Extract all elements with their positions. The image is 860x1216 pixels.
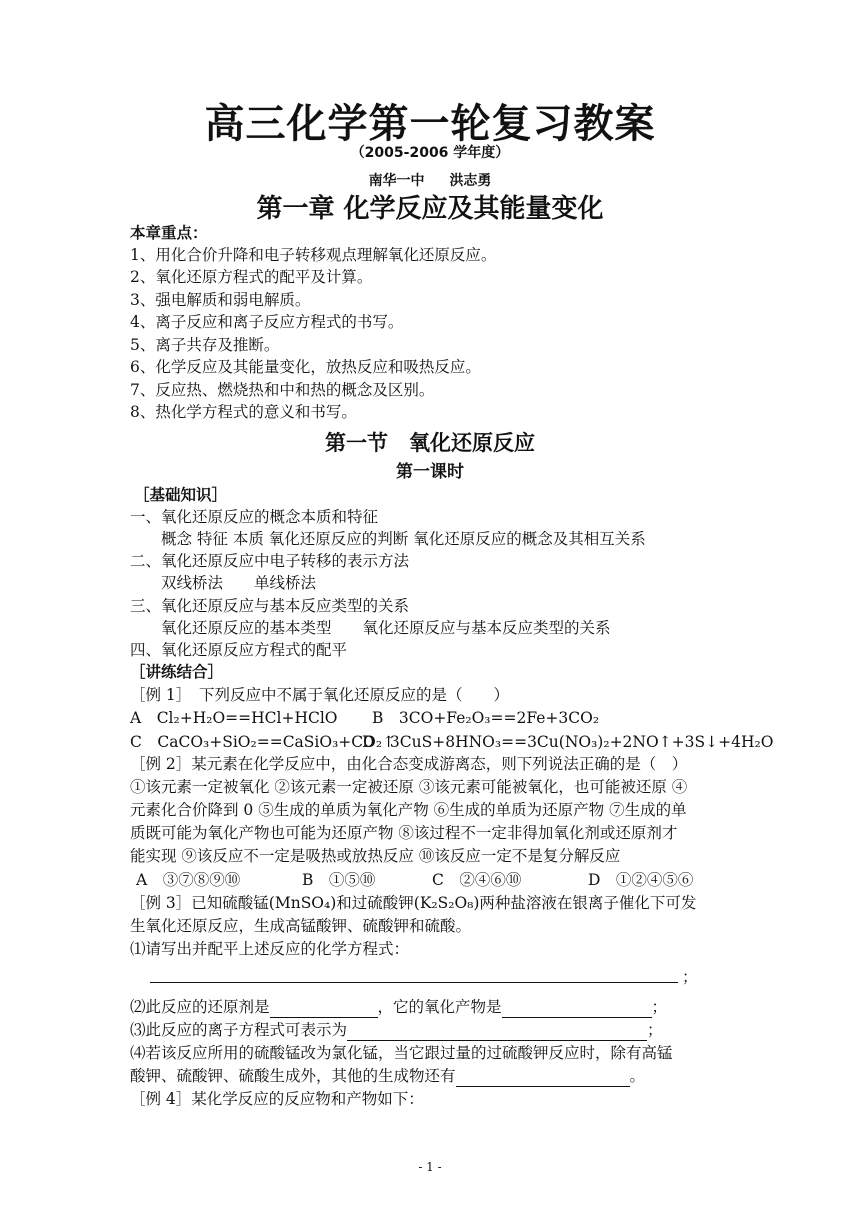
school-year: （2005-2006 学年度） <box>350 145 510 161</box>
example-1-option-d: D 3CuS+8HNO₃==3Cu(NO₃)₂+2NO↑+3S↓+4H₂O <box>362 733 774 751</box>
basics-heading: ［基础知识］ <box>134 486 228 504</box>
semicolon: ； <box>651 998 668 1016</box>
example-3-q1: ⑴请写出并配平上述反应的化学方程式： <box>130 940 410 958</box>
q2-reductant-label: ⑵此反应的还原剂是 <box>130 998 270 1016</box>
example-2-option-b: B ①⑤⑩ <box>302 871 376 889</box>
section-title: 第一节 氧化还原反应 <box>325 431 535 455</box>
document-title: 高三化学第一轮复习教案 <box>204 101 656 147</box>
basics-line: 四、氧化还原反应方程式的配平 <box>130 641 348 659</box>
example-1-question: ［例 1］ 下列反应中不属于氧化还原反应的是（ ） <box>130 686 510 704</box>
q3-label: ⑶此反应的离子方程式可表示为 <box>130 1021 348 1039</box>
example-4-question: ［例 4］某化学反应的反应物和产物如下： <box>130 1090 424 1108</box>
q2-product-label: ，它的氧化产物是 <box>377 998 502 1016</box>
example-3-q4-line1: ⑷若该反应所用的硫酸锰改为氯化锰，当它跟过量的过硫酸钾反应时，除有高锰 <box>130 1044 673 1062</box>
key-point-item: 1、用化合价升降和电子转移观点理解氧化还原反应。 <box>130 246 497 264</box>
key-point-item: 2、氧化还原方程式的配平及计算。 <box>130 268 373 286</box>
example-3-line: 生氧化还原反应，生成高锰酸钾、硫酸钾和硫酸。 <box>130 917 472 935</box>
key-point-item: 3、强电解质和弱电解质。 <box>130 291 311 309</box>
key-point-item: 7、反应热、燃烧热和中和热的概念及区别。 <box>130 381 435 399</box>
semicolon: ； <box>682 968 698 986</box>
lesson-title: 第一课时 <box>396 462 464 482</box>
basics-line: 氧化还原反应的基本类型 氧化还原反应与基本反应类型的关系 <box>130 619 611 637</box>
answer-blank-other-products[interactable] <box>456 1070 630 1087</box>
period: 。 <box>629 1067 646 1085</box>
example-2-option-d: D ①②④⑤⑥ <box>588 871 694 889</box>
example-3-q3 <box>130 1019 663 1041</box>
example-2-line: 能实现 ⑨该反应不一定是吸热或放热反应 ⑩该反应一定不是复分解反应 <box>130 847 621 865</box>
example-2-line: 元素化合价降到 0 ⑤生成的单质为氧化产物 ⑥生成的单质为还原产物 ⑦生成的单 <box>130 801 687 819</box>
q4-label: 酸钾、硫酸钾、硫酸生成外，其他的生成物还有 <box>130 1067 456 1085</box>
answer-blank-q1[interactable] <box>150 982 678 983</box>
example-2-option-c: C ②④⑥⑩ <box>432 871 522 889</box>
example-3-q2 <box>130 996 667 1018</box>
example-2-line: ①该元素一定被氧化 ②该元素一定被还原 ③该元素可能被氧化，也可能被还原 ④ <box>130 778 688 796</box>
practice-heading: ［讲练结合］ <box>130 663 224 681</box>
example-1-option-b: B 3CO+Fe₂O₃==2Fe+3CO₂ <box>372 709 600 727</box>
key-point-item: 4、离子反应和离子反应方程式的书写。 <box>130 313 404 331</box>
example-2-line: ［例 2］某元素在化学反应中，由化合态变成游离态，则下列说法正确的是（ ） <box>130 755 688 773</box>
author-name: 洪志勇 <box>449 173 492 189</box>
example-3-line: ［例 3］已知硫酸锰(MnSO₄)和过硫酸钾(K₂S₂O₈)两种盐溶液在银离子催化下可发 <box>130 894 697 912</box>
basics-line: 二、氧化还原反应中电子转移的表示方法 <box>130 552 410 570</box>
example-2-line: 质既可能为氧化产物也可能为还原产物 ⑧该过程不一定非得加氧化剂或还原剂才 <box>130 824 678 842</box>
example-1-option-c: C CaCO₃+SiO₂==CaSiO₃+CO₂↑ <box>130 733 396 751</box>
example-1-option-a: A Cl₂+H₂O==HCl+HClO <box>130 709 338 727</box>
basics-line: 一、氧化还原反应的概念本质和特征 <box>130 508 379 526</box>
page-number: - 1 - <box>418 1160 442 1174</box>
author-line <box>0 170 860 190</box>
basics-line: 概念 特征 本质 氧化还原反应的判断 氧化还原反应的概念及其相互关系 <box>130 530 646 548</box>
school-name: 南华一中 <box>368 173 425 189</box>
chapter-title: 第一章 化学反应及其能量变化 <box>256 194 604 224</box>
answer-blank-reductant[interactable] <box>270 1001 378 1018</box>
example-2-option-a: A ③⑦⑧⑨⑩ <box>136 871 241 889</box>
answer-blank-oxidation-product[interactable] <box>502 1001 652 1018</box>
example-3-q4-line2 <box>130 1065 645 1087</box>
basics-line: 双线桥法 单线桥法 <box>130 574 317 592</box>
semicolon: ； <box>647 1021 663 1039</box>
basics-line: 三、氧化还原反应与基本反应类型的关系 <box>130 597 410 615</box>
key-points-heading: 本章重点： <box>130 224 208 242</box>
answer-blank-ionic-equation[interactable] <box>347 1024 647 1041</box>
key-point-item: 6、化学反应及其能量变化，放热反应和吸热反应。 <box>130 358 481 376</box>
key-point-item: 8、热化学方程式的意义和书写。 <box>130 403 357 421</box>
key-point-item: 5、离子共存及推断。 <box>130 336 280 354</box>
